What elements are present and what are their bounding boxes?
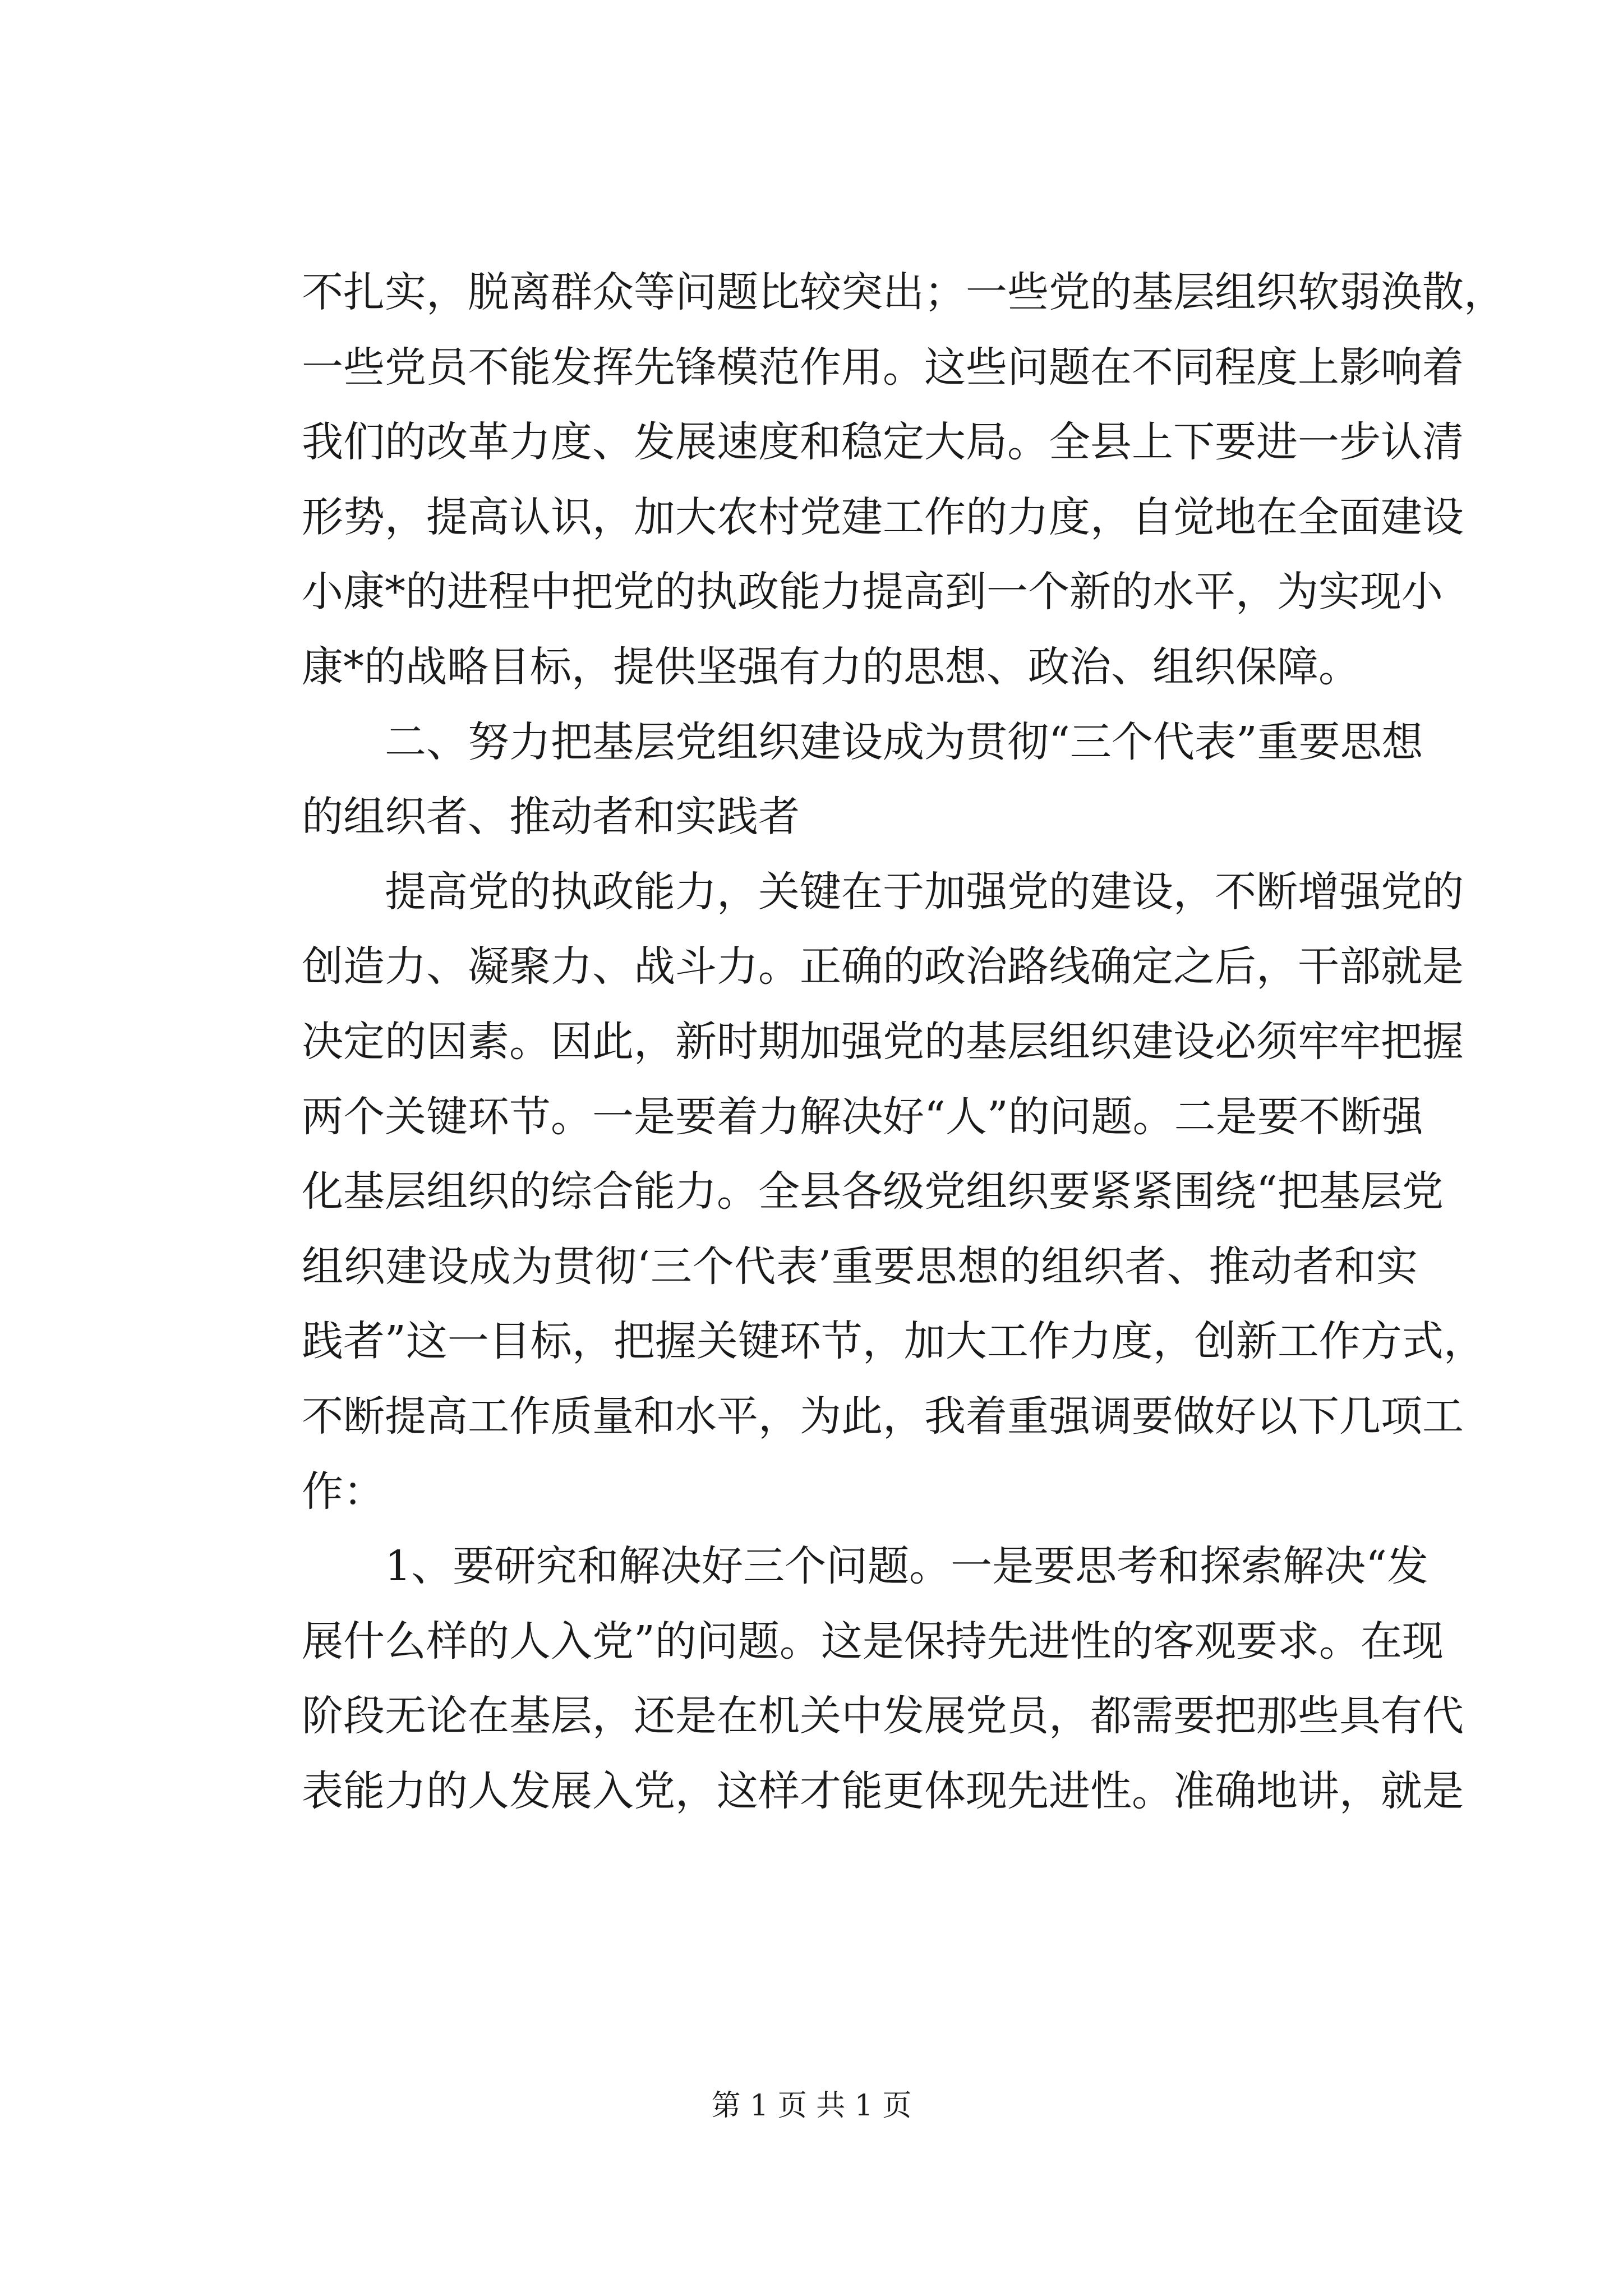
text-line: 形势，提高认识，加大农村党建工作的力度，自觉地在全面建设 (302, 493, 1464, 541)
text-line: 我们的改革力度、发展速度和稳定大局。全县上下要进一步认清 (302, 418, 1464, 467)
text-line: 表能力的人发展入党，这样才能更体现先进性。准确地讲，就是 (302, 1766, 1464, 1815)
text-line: 不扎实，脱离群众等问题比较突出；一些党的基层组织软弱涣散， (302, 268, 1505, 316)
section-heading-line: 二、努力把基层党组织建设成为贯彻“三个代表”重要思想 (385, 717, 1423, 766)
text-line: 康*的战略目标，提供坚强有力的思想、政治、组织保障。 (302, 642, 1360, 691)
text-line: 小康*的进程中把党的执政能力提高到一个新的水平，为实现小 (302, 568, 1443, 616)
text-line: 一些党员不能发挥先锋模范作用。这些问题在不同程度上影响着 (302, 343, 1464, 392)
text-line: 展什么样的人入党”的问题。这是保持先进性的客观要求。在现 (302, 1617, 1444, 1665)
text-line: 决定的因素。因此，新时期加强党的基层组织建设必须牢牢把握 (302, 1017, 1464, 1066)
text-line: 组织建设成为贯彻‘三个代表’重要思想的组织者、推动者和实 (302, 1242, 1418, 1291)
page-number-label: 第 1 页 共 1 页 (711, 2089, 912, 2123)
text-line: 创造力、凝聚力、战斗力。正确的政治路线确定之后，干部就是 (302, 942, 1464, 991)
text-line: 1、要研究和解决好三个问题。一是要思考和探索解决“发 (385, 1542, 1428, 1591)
text-line: 不断提高工作质量和水平，为此，我着重强调要做好以下几项工 (302, 1392, 1464, 1441)
section-heading-line: 的组织者、推动者和实践者 (302, 793, 800, 841)
document-body (302, 255, 1505, 1829)
text-line: 化基层组织的综合能力。全县各级党组织要紧紧围绕“把基层党 (302, 1167, 1444, 1216)
text-line: 作： (302, 1467, 385, 1516)
text-line: 提高党的执政能力，关键在于加强党的建设，不断增强党的 (385, 867, 1464, 916)
text-line: 践者”这一目标，把握关键环节，加大工作力度，创新工作方式， (302, 1317, 1485, 1366)
page-footer (0, 2088, 1623, 2124)
text-line: 两个关键环节。一是要着力解决好“人”的问题。二是要不断强 (302, 1092, 1423, 1141)
text-line: 阶段无论在基层，还是在机关中发展党员，都需要把那些具有代 (302, 1692, 1464, 1741)
